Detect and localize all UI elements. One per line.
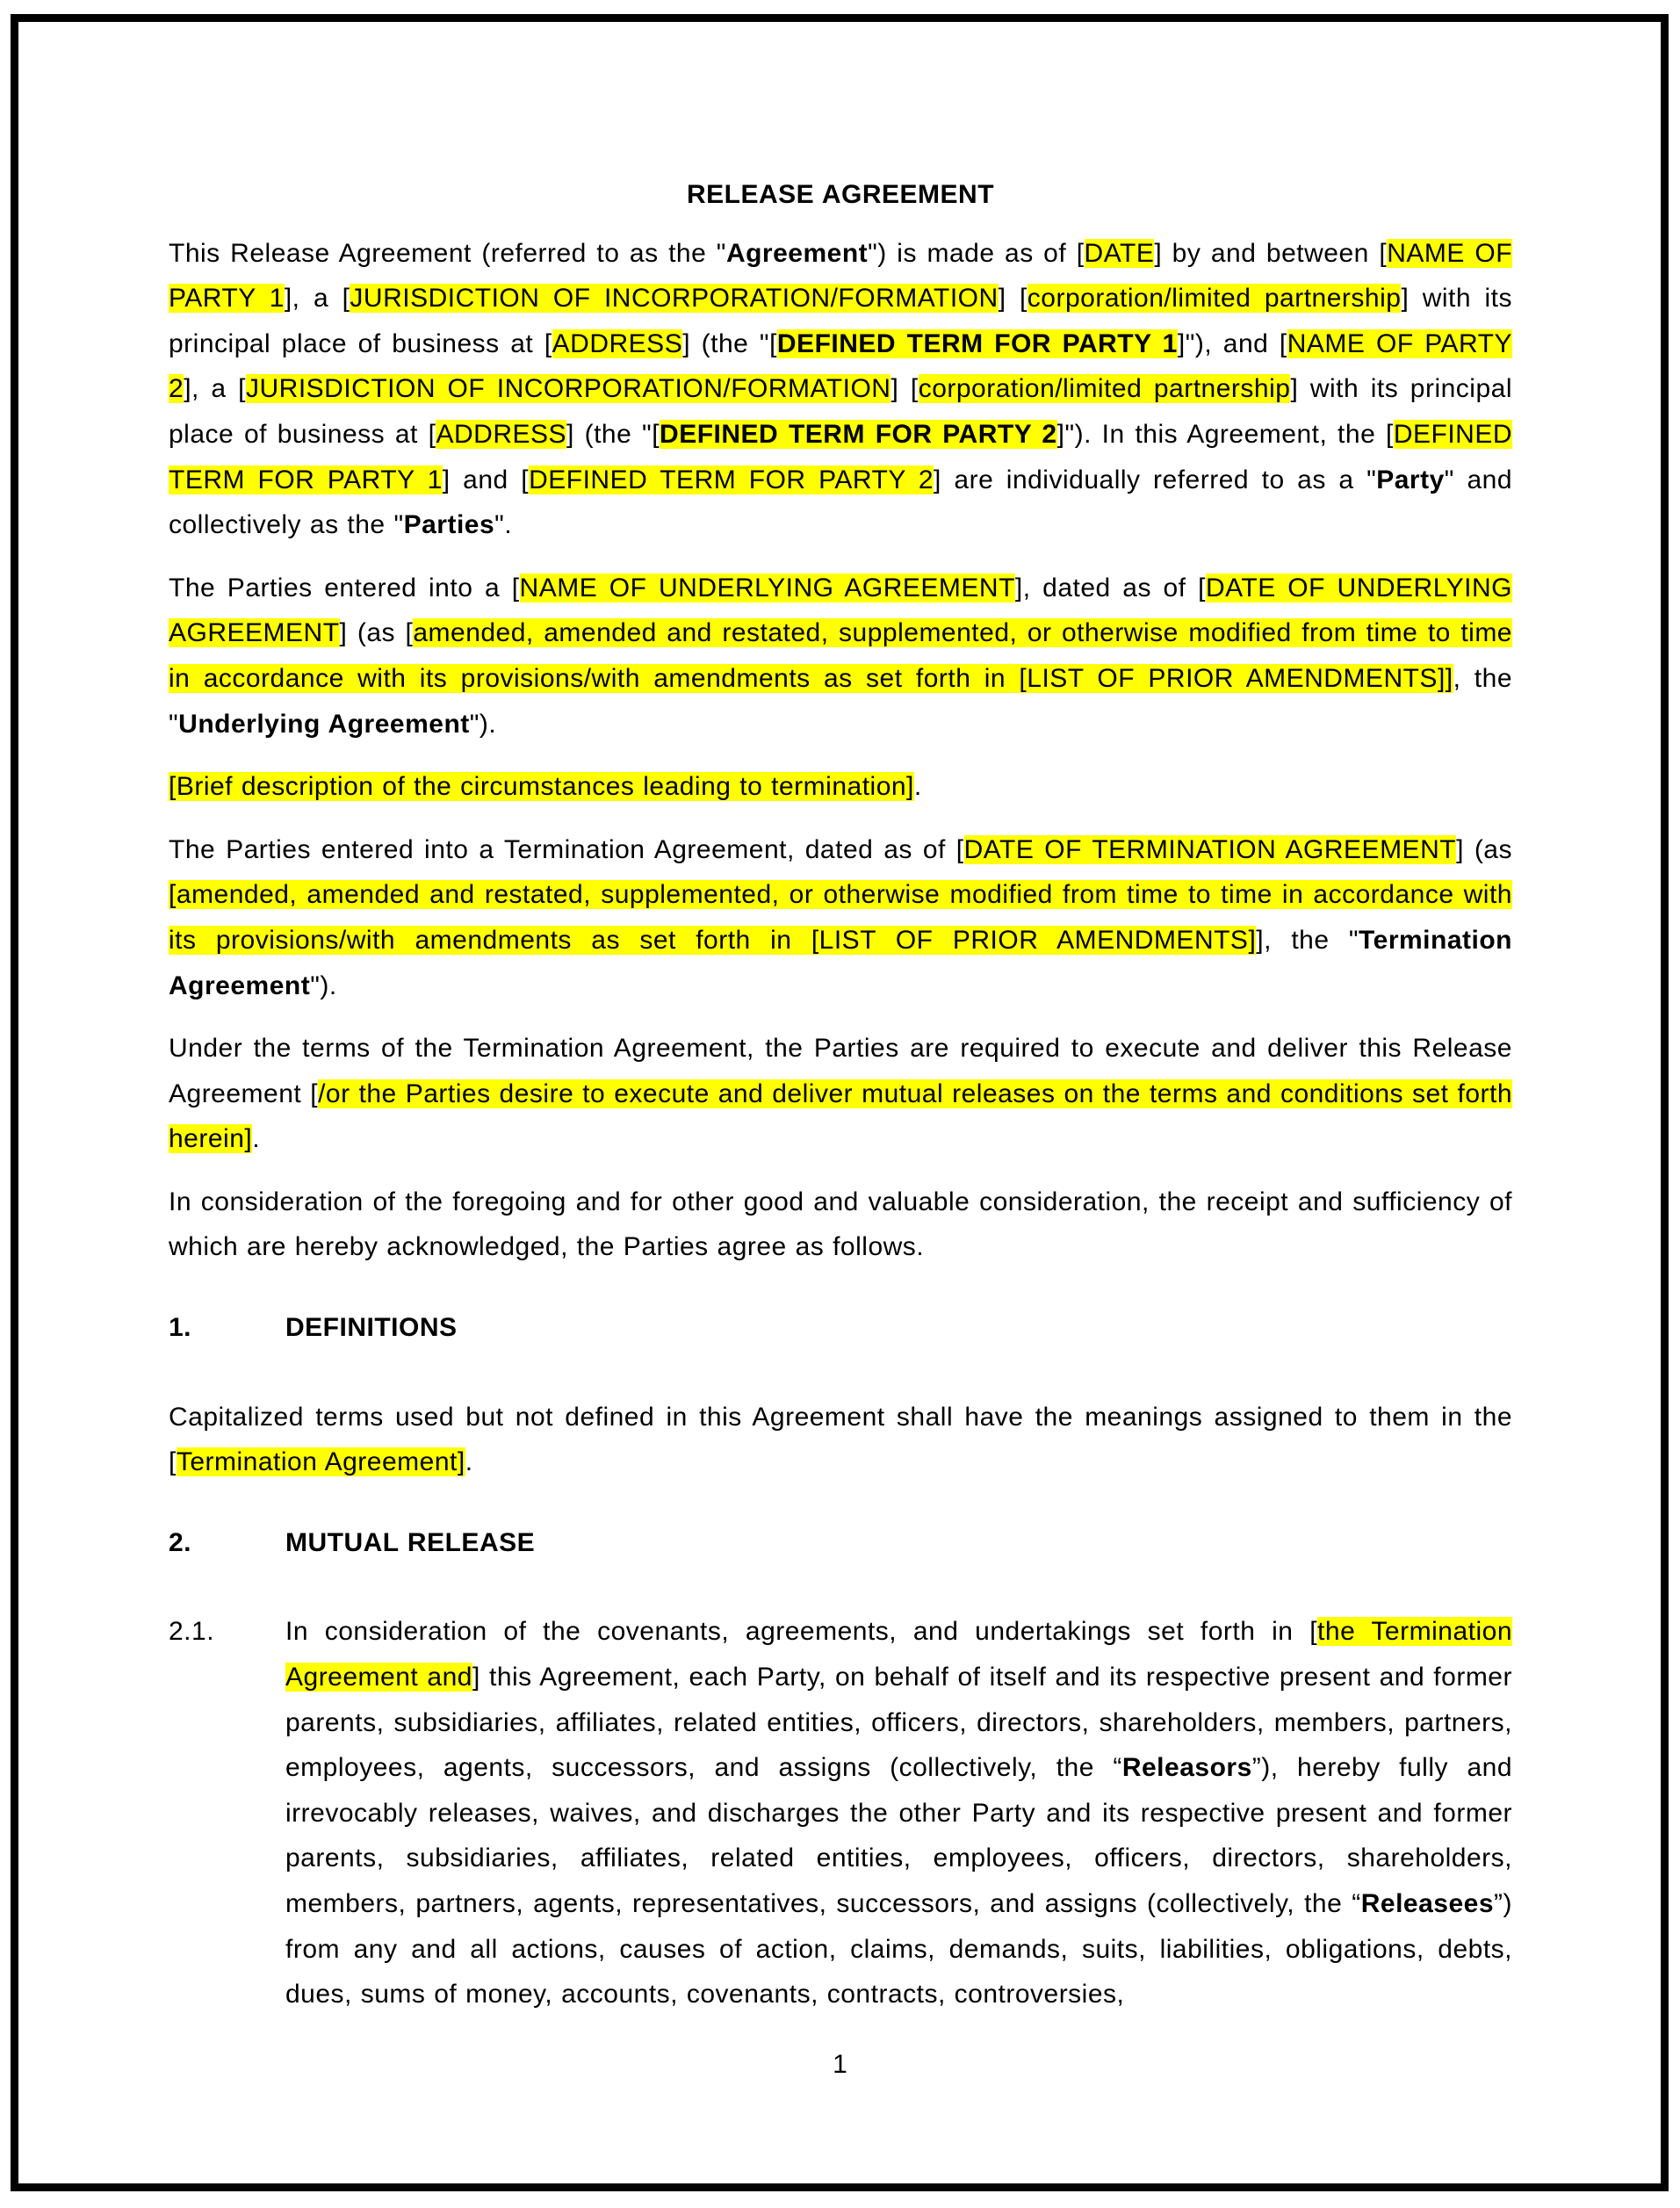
highlighted-placeholder-text: DEFINED TERM FOR PARTY 2 [529, 465, 934, 494]
text-run: ], dated as of [ [1014, 573, 1206, 603]
highlighted-placeholder-text: DEFINED TERM FOR PARTY 1 [169, 419, 1513, 494]
text-run: " and collectively as the " [169, 465, 1513, 540]
text-run: ] (as [1456, 834, 1512, 864]
paragraph-circumstances [169, 764, 1512, 810]
text-run: . [913, 772, 922, 802]
clause-2-1-body [285, 1609, 1512, 2017]
highlighted-placeholder-text: [amended, amended and restated, supplemented, or otherwise modified from time to time in accordance with its provisions/with amendments as set forth in [LIST OF PRIOR AMENDMENTS] [169, 880, 1512, 955]
text-run: ”), hereby fully and irrevocably releases, waives, and discharges the other Party and its respective present and former parents, subsidiaries, affiliates, related entities, employees, officers, directors, shareholders, members, partners, agents, representatives, successors, and assigns (collectively, the “ [285, 1753, 1512, 1918]
text-run: ] with its principal place of business at [ [169, 284, 1513, 358]
paragraph-termination-agreement [169, 827, 1512, 1008]
page-number: 1 [833, 2050, 847, 2079]
text-run: ] (the "[ [566, 419, 660, 449]
text-run: ], a [ [184, 374, 246, 404]
text-run: Under the terms of the Termination Agreement, the Parties are required to execute and deliver this Release Agreement [ [169, 1034, 1512, 1108]
paragraph-consideration [169, 1180, 1512, 1270]
paragraph-intro-parties [169, 231, 1512, 548]
section-1-number: 1. [169, 1313, 192, 1343]
text-run: In consideration of the foregoing and for other good and valuable consideration, the receipt and sufficiency of which are hereby acknowledged, the Parties agree as follows. [169, 1187, 1512, 1262]
highlighted-placeholder-text: DATE [1084, 238, 1155, 268]
highlighted-placeholder-text: NAME OF UNDERLYING AGREEMENT [519, 573, 1015, 603]
highlighted-placeholder-text: /or the Parties desire to execute and deliver mutual releases on the terms and conditions set forth herein] [169, 1079, 1513, 1154]
text-run: ] (the "[ [682, 328, 777, 358]
text-run: Party [1376, 465, 1445, 494]
text-run: Parties [403, 510, 495, 540]
text-run: Underlying Agreement [178, 709, 470, 739]
section-1-body [169, 1395, 1512, 1485]
section-2-heading-row [169, 1520, 1512, 1566]
highlighted-placeholder-text: DEFINED TERM FOR PARTY 1 [776, 328, 1178, 358]
highlighted-placeholder-text: ADDRESS [436, 419, 567, 449]
text-run: The Parties entered into a Termination Agreement, dated as of [ [169, 834, 964, 864]
text-run: Releasees [1360, 1889, 1495, 1918]
text-run: ], a [ [284, 284, 350, 314]
clause-2-1-row [169, 1609, 1512, 2017]
text-run: ] [ [998, 284, 1027, 314]
highlighted-placeholder-text: DATE OF TERMINATION AGREEMENT [963, 834, 1457, 864]
document-content [169, 172, 1512, 2035]
section-2-number: 2. [169, 1527, 192, 1557]
text-run: ”) from any and all actions, causes of action, claims, demands, suits, liabilities, obligations, debts, dues, sums of money, accounts, covenants, contracts, controversies, [285, 1889, 1512, 2010]
highlighted-placeholder-text: corporation/limited partnership [1027, 284, 1402, 314]
text-run: ], the " [1256, 925, 1359, 955]
text-run: . [465, 1447, 473, 1477]
text-run: Termination Agreement [169, 925, 1512, 1000]
highlighted-placeholder-text: the Termination Agreement and [285, 1617, 1512, 1692]
highlighted-placeholder-text: JURISDICTION OF INCORPORATION/FORMATION [245, 374, 891, 404]
text-run: ]"), and [ [1177, 328, 1287, 358]
highlighted-placeholder-text: ADDRESS [552, 328, 683, 358]
highlighted-placeholder-text: JURISDICTION OF INCORPORATION/FORMATION [350, 284, 999, 314]
text-run: In consideration of the covenants, agreements, and undertakings set forth in [ [285, 1617, 1318, 1647]
highlighted-placeholder-text: amended, amended and restated, supplemented, or otherwise modified from time to time in accordance with its provisions/with amendments as set forth in [LIST OF PRIOR AMENDMENTS]] [169, 618, 1512, 693]
text-run: The Parties entered into a [ [169, 573, 520, 603]
text-run: This Release Agreement (referred to as the " [169, 238, 726, 268]
highlighted-placeholder-text: DEFINED TERM FOR PARTY 2 [660, 419, 1057, 449]
text-run: ] with its principal place of business at [ [169, 374, 1512, 449]
highlighted-placeholder-text: DATE OF UNDERLYING AGREEMENT [169, 573, 1512, 648]
paragraph-execution-requirement [169, 1026, 1512, 1162]
section-1-title: DEFINITIONS [285, 1313, 458, 1343]
text-run: ") is made as of [ [868, 238, 1085, 268]
text-run: . [252, 1124, 261, 1154]
text-run: Agreement [725, 238, 869, 268]
text-run: "). [469, 709, 497, 739]
text-run: ". [494, 510, 513, 540]
highlighted-placeholder-text: NAME OF PARTY 1 [169, 238, 1513, 314]
highlighted-placeholder-text: corporation/limited partnership [918, 374, 1291, 404]
text-run: ]"). In this Agreement, the [ [1056, 419, 1394, 449]
text-run: ] are individually referred to as a " [934, 465, 1377, 494]
text-run: , the " [169, 663, 1513, 739]
paragraph-underlying-agreement [169, 566, 1512, 747]
text-run: ] (as [ [339, 618, 414, 648]
text-run: ] this Agreement, each Party, on behalf of itself and its respective present and former parents, subsidiaries, affiliates, related entities, officers, directors, shareholders, members, partners, employees, agents, successors, and assigns (collectively, the “ [285, 1663, 1512, 1783]
section-1-heading-row [169, 1305, 1512, 1351]
text-run: ] [ [890, 374, 919, 404]
highlighted-placeholder-text: Termination Agreement] [176, 1447, 465, 1477]
document-title: RELEASE AGREEMENT [686, 180, 995, 209]
text-run: "). [310, 971, 337, 1000]
highlighted-placeholder-text: [Brief description of the circumstances leading to termination] [169, 772, 914, 802]
text-run: Capitalized terms used but not defined in this Agreement shall have the meanings assigned to them in the [ [169, 1402, 1512, 1477]
text-run: Releasors [1121, 1753, 1252, 1783]
highlighted-placeholder-text: NAME OF PARTY 2 [169, 328, 1512, 404]
text-run: ] and [ [442, 465, 530, 494]
text-run: ] by and between [ [1154, 238, 1388, 268]
section-2-title: MUTUAL RELEASE [285, 1527, 536, 1557]
clause-2-1-number: 2.1. [169, 1617, 215, 1647]
